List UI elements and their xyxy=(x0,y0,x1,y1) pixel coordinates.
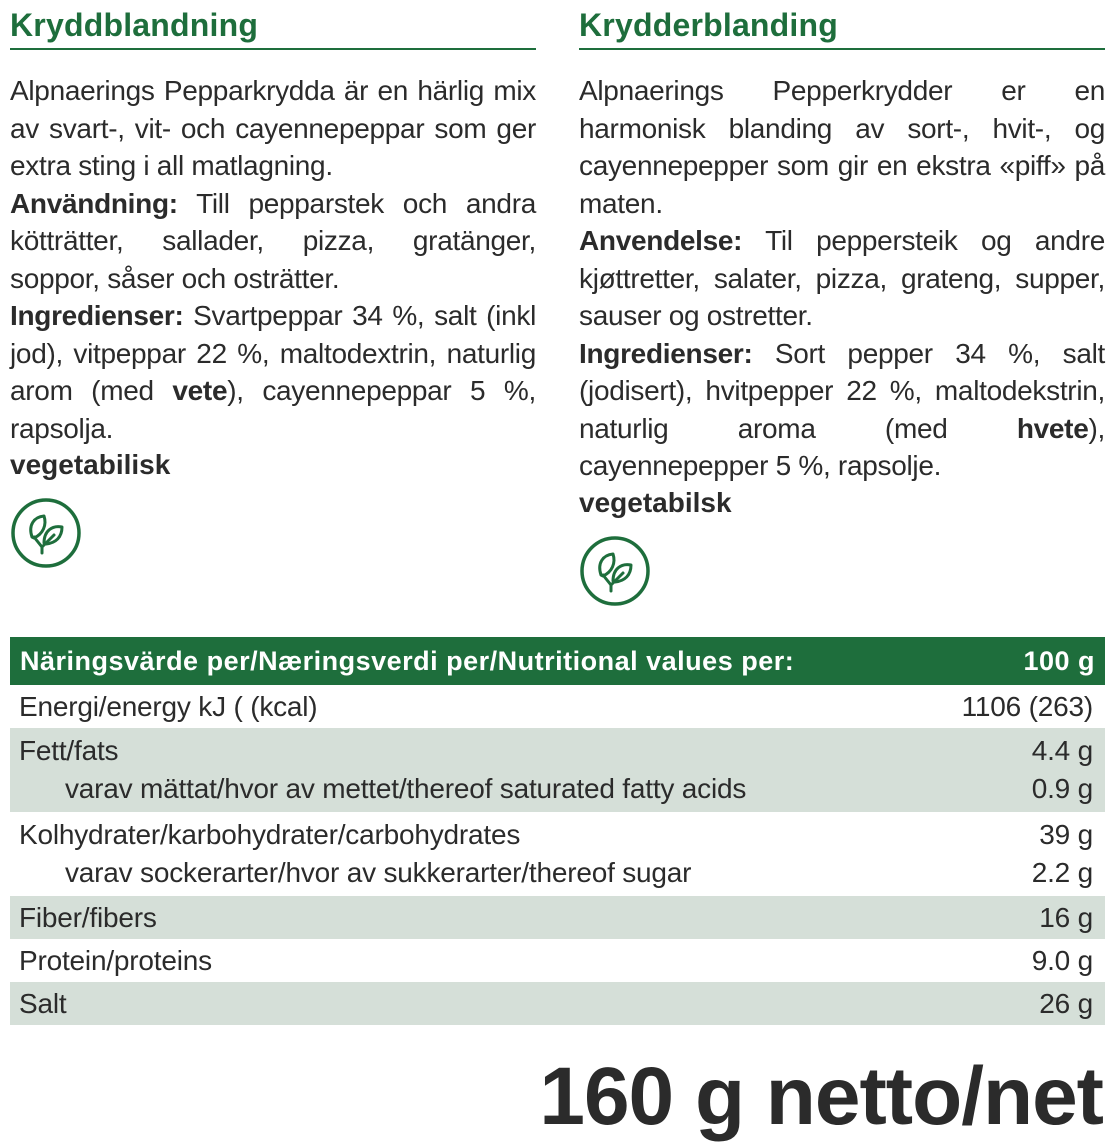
nutrition-row-salt xyxy=(10,982,1105,1025)
ingredients-part1-sv: Svartpeppar 34 %, salt (inkl jod), vitpeppar 22 %, maltodextrin, naturlig arom (med xyxy=(10,300,536,406)
nutrition-group-fat xyxy=(10,728,1105,812)
ingredients-part2-no: ), cayennepepper 5 %, rapsolje. xyxy=(579,412,1105,481)
salt-label: Salt xyxy=(19,987,67,1019)
carbs-value: 39 g xyxy=(1039,819,1093,850)
protein-label: Protein/proteins xyxy=(19,944,212,976)
energy-label: Energi/energy kJ ( (kcal) xyxy=(19,690,318,722)
nutrition-group-carbs xyxy=(10,812,1105,896)
saturated-value: 0.9 g xyxy=(1031,773,1093,804)
nutrition-header-unit: 100 g xyxy=(1023,645,1095,676)
veg-label-no: vegetabilsk xyxy=(579,486,732,518)
usage-label-sv: Användning: xyxy=(10,187,178,219)
protein-value: 9.0 g xyxy=(1031,944,1093,976)
intro-no: Alpnaerings Pepperkrydder er en harmonisk blanding av sort-, hvit-, og cayennepepper som gir en ekstra «piff» på maten. xyxy=(579,75,1105,219)
saturated-label: varav mättat/hvor av mettet/thereof saturated fatty acids xyxy=(65,773,747,804)
swedish-column xyxy=(10,0,536,574)
veg-label-sv: vegetabilisk xyxy=(10,449,171,480)
sugar-value: 2.2 g xyxy=(1031,857,1093,888)
usage-label-no: Anvendelse: xyxy=(579,225,743,256)
nutrition-row-sugar xyxy=(10,854,1105,892)
nutrition-header-label: Näringsvärde per/Næringsverdi per/Nutritional values per: xyxy=(20,645,795,676)
norwegian-column xyxy=(579,0,1105,612)
leaf-icon xyxy=(10,497,82,569)
leaf-icon xyxy=(579,535,651,607)
nutrition-row-fiber xyxy=(10,896,1105,939)
salt-value: 26 g xyxy=(1039,987,1093,1019)
fiber-label: Fiber/fibers xyxy=(19,901,157,933)
nutrition-table xyxy=(10,637,1105,1025)
energy-value: 1106 (263) xyxy=(961,690,1093,722)
fat-label: Fett/fats xyxy=(19,735,119,766)
description-no xyxy=(579,72,1105,485)
fat-value: 4.4 g xyxy=(1031,735,1093,766)
intro-sv: Alpnaerings Pepparkrydda är en härlig mix av svart-, vit- och cayennepeppar som ger extra sting i all matlagning. xyxy=(10,75,536,181)
usage-text-sv: Till pepparstek och andra kötträtter, sallader, pizza, gratänger, soppor, såser och osträtter. xyxy=(10,187,536,294)
nutrition-row-saturated xyxy=(10,770,1105,808)
ingredients-label-no: Ingredienser: xyxy=(579,337,753,369)
ingredients-no xyxy=(579,335,1105,485)
description-sv xyxy=(10,72,536,447)
fiber-value: 16 g xyxy=(1039,901,1093,933)
net-weight: 160 g netto/net xyxy=(539,1051,1103,1142)
ingredients-label-sv: Ingredienser: xyxy=(10,300,184,331)
usage-text-no: Til peppersteik og andre kjøttretter, salater, pizza, grateng, supper, sauser og ostretter. xyxy=(579,225,1105,331)
nutrition-row-fat xyxy=(10,732,1105,770)
heading-sv: Kryddblandning xyxy=(10,0,536,50)
nutrition-row-carbs xyxy=(10,816,1105,854)
nutrition-row-protein xyxy=(10,939,1105,982)
usage-sv xyxy=(10,185,536,298)
nutrition-header xyxy=(10,637,1105,685)
ingredients-sv xyxy=(10,297,536,447)
carbs-label: Kolhydrater/karbohydrater/carbohydrates xyxy=(19,819,521,850)
nutrition-row-energy xyxy=(10,685,1105,728)
allergen-no: hvete xyxy=(1016,412,1089,444)
sugar-label: varav sockerarter/hvor av sukkerarter/thereof sugar xyxy=(65,857,692,888)
ingredients-part1-no: Sort pepper 34 %, salt (jodisert), hvitpepper 22 %, maltodekstrin, naturlig aroma (med xyxy=(579,337,1105,444)
usage-no xyxy=(579,222,1105,335)
allergen-sv: vete xyxy=(172,375,228,406)
heading-no: Krydderblanding xyxy=(579,0,1105,50)
ingredients-part2-sv: ), cayennepeppar 5 %, rapsolja. xyxy=(10,375,536,444)
